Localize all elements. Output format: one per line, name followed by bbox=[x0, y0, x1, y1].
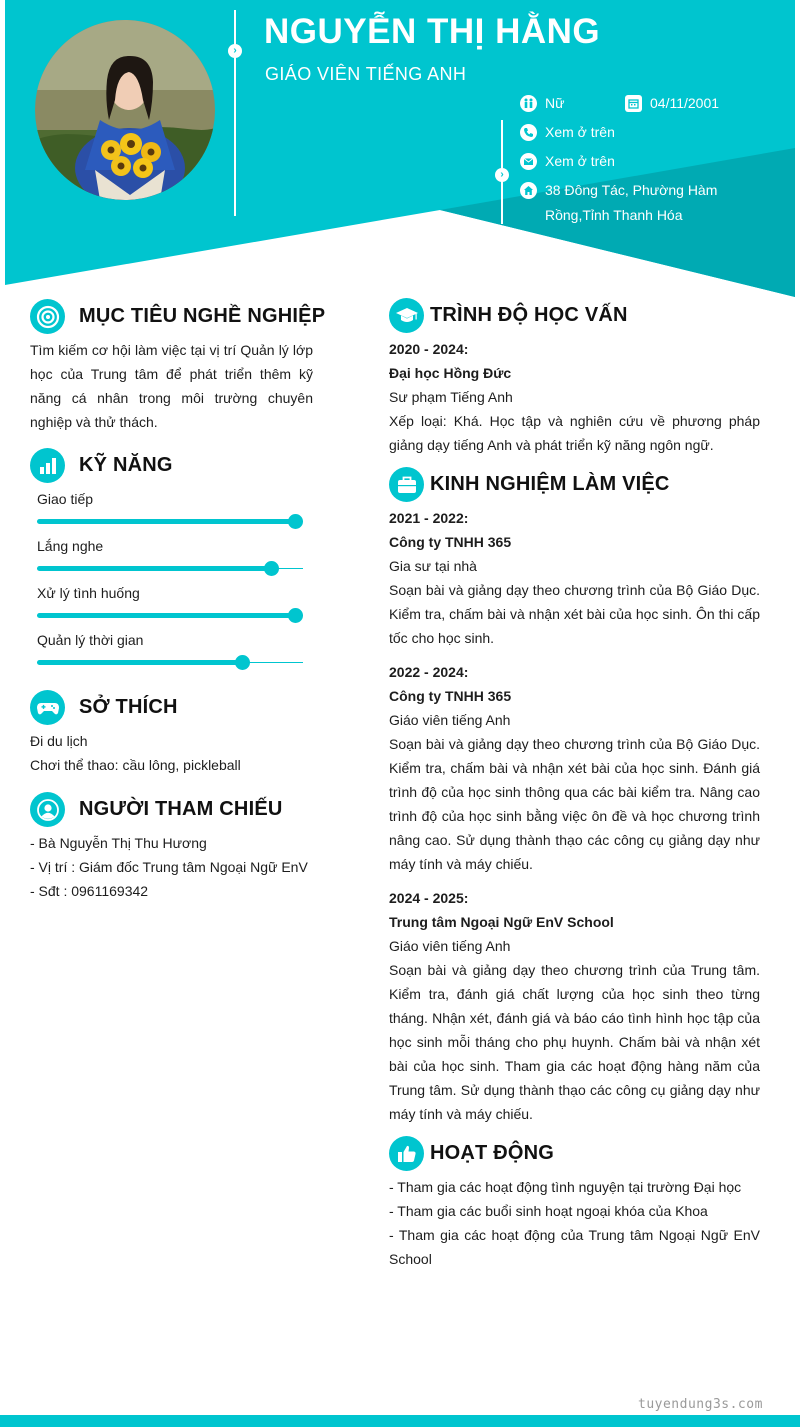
objective-title: MỤC TIÊU NGHỀ NGHIỆP bbox=[79, 305, 326, 327]
phone-value: Xem ở trên bbox=[545, 124, 615, 140]
briefcase-icon bbox=[389, 467, 424, 502]
experience-entry bbox=[389, 660, 760, 876]
chevron-right-icon: › bbox=[495, 168, 509, 182]
avatar bbox=[35, 20, 215, 200]
experience-period: 2024 - 2025: bbox=[389, 890, 469, 906]
reference-item: - Vị trí : Giám đốc Trung tâm Ngoại Ngữ EnV bbox=[30, 859, 308, 875]
experience-role: Gia sư tại nhà bbox=[389, 558, 477, 574]
hobby-item: Đi du lịch bbox=[30, 733, 88, 749]
skill-item bbox=[37, 630, 303, 669]
header-divider bbox=[234, 10, 236, 216]
experience-period: 2021 - 2022: bbox=[389, 510, 469, 526]
activities-title: HOẠT ĐỘNG bbox=[430, 1142, 555, 1164]
watermark: tuyendung3s.com bbox=[638, 1397, 763, 1412]
objective-heading bbox=[30, 299, 325, 334]
experience-company: Công ty TNHH 365 bbox=[389, 688, 512, 704]
home-icon bbox=[520, 182, 537, 199]
hobbies-title: SỞ THÍCH bbox=[79, 696, 178, 718]
gender-icon bbox=[520, 95, 537, 112]
user-icon bbox=[30, 792, 65, 827]
skill-name: Giao tiếp bbox=[37, 491, 94, 507]
gender-info bbox=[520, 91, 564, 116]
education-title: TRÌNH ĐỘ HỌC VẤN bbox=[430, 304, 628, 326]
email-info bbox=[520, 149, 615, 174]
calendar-icon bbox=[625, 95, 642, 112]
education-heading bbox=[389, 298, 628, 333]
skill-item bbox=[37, 583, 303, 622]
experience-description: Soạn bài và giảng dạy theo chương trình của Bộ Giáo Dục. Kiểm tra, chấm bài và nhận xét bài của học sinh. Đánh giá trình độ của học sinh thông qua các bài kiểm tra. Nâng cao trình độ của học sinh bằng việc ôn đề và học chương trình nâng cao. Sử dụng thành thạo các công cụ giảng dạy như máy tính và máy chiếu. bbox=[389, 736, 760, 872]
skill-name: Quản lý thời gian bbox=[37, 632, 144, 648]
skill-level-bar bbox=[37, 561, 303, 575]
references-heading bbox=[30, 792, 283, 827]
target-icon bbox=[30, 299, 65, 334]
skill-name: Xử lý tình huống bbox=[37, 585, 140, 601]
references-title: NGƯỜI THAM CHIẾU bbox=[79, 798, 283, 820]
education-description: Xếp loại: Khá. Học tập và nghiên cứu về phương pháp giảng dạy tiếng Anh và phát triển kỹ năng ngôn ngữ. bbox=[389, 413, 760, 453]
experience-entry bbox=[389, 506, 760, 650]
gamepad-icon bbox=[30, 690, 65, 725]
experience-period: 2022 - 2024: bbox=[389, 664, 469, 680]
graduation-cap-icon bbox=[389, 298, 424, 333]
skill-item bbox=[37, 536, 303, 575]
thumbs-up-icon bbox=[389, 1136, 424, 1171]
bar-chart-icon bbox=[30, 448, 65, 483]
address-line-1: 38 Đông Tác, Phường Hàm bbox=[545, 182, 718, 198]
experience-description: Soạn bài và giảng dạy theo chương trình của Bộ Giáo Dục. Kiểm tra, chấm bài và nhận xét bài của học sinh. Ôn thi cấp tốc cho học sinh. bbox=[389, 582, 760, 646]
birthday-info bbox=[625, 91, 719, 116]
experience-company: Công ty TNHH 365 bbox=[389, 534, 512, 550]
objective-text: Tìm kiếm cơ hội làm việc tại vị trí Quản lý lớp học của Trung tâm để phát triển thêm kỹ năng cá nhân trong môi trường chuyên nghiệp và thử thách. bbox=[30, 342, 313, 430]
reference-item: - Sđt : 0961169342 bbox=[30, 883, 149, 899]
references-list bbox=[30, 831, 330, 903]
education-period: 2020 - 2024: bbox=[389, 341, 469, 357]
activity-item: - Tham gia các hoạt động của Trung tâm Ngoại Ngữ EnV School bbox=[389, 1227, 760, 1267]
chevron-right-icon: › bbox=[228, 44, 242, 58]
skills-heading bbox=[30, 448, 173, 483]
phone-icon bbox=[520, 124, 537, 141]
skill-level-bar bbox=[37, 514, 303, 528]
education-school: Đại học Hồng Đức bbox=[389, 365, 512, 381]
cv-header bbox=[0, 0, 800, 300]
address-line-2: Rồng,Tỉnh Thanh Hóa bbox=[545, 207, 683, 223]
experience-role: Giáo viên tiếng Anh bbox=[389, 712, 511, 728]
job-title: GIÁO VIÊN TIẾNG ANH bbox=[265, 64, 467, 84]
education-entry bbox=[389, 337, 760, 457]
experience-role: Giáo viên tiếng Anh bbox=[389, 938, 511, 954]
hobbies-heading bbox=[30, 690, 178, 725]
activities-heading bbox=[389, 1136, 554, 1171]
full-name: NGUYỄN THỊ HẰNG bbox=[264, 12, 601, 51]
hobbies-list bbox=[30, 729, 320, 777]
skill-level-bar bbox=[37, 655, 303, 669]
experience-company: Trung tâm Ngoại Ngữ EnV School bbox=[389, 914, 614, 930]
education-major: Sư phạm Tiếng Anh bbox=[389, 389, 513, 405]
envelope-icon bbox=[520, 153, 537, 170]
gender-value: Nữ bbox=[545, 95, 565, 111]
experience-heading bbox=[389, 467, 670, 502]
address-info bbox=[520, 178, 717, 228]
skill-item bbox=[37, 489, 303, 528]
phone-info bbox=[520, 120, 615, 145]
email-value: Xem ở trên bbox=[545, 153, 615, 169]
activity-item: - Tham gia các hoạt động tình nguyện tại trường Đại học bbox=[389, 1179, 742, 1195]
reference-item: - Bà Nguyễn Thị Thu Hương bbox=[30, 835, 207, 851]
experience-entry bbox=[389, 886, 760, 1126]
skills-title: KỸ NĂNG bbox=[79, 454, 173, 476]
activities-list bbox=[389, 1175, 760, 1271]
experience-title: KINH NGHIỆM LÀM VIỆC bbox=[430, 473, 670, 495]
hobby-item: Chơi thể thao: cầu lông, pickleball bbox=[30, 757, 241, 773]
skill-name: Lắng nghe bbox=[37, 538, 104, 554]
footer-bar bbox=[0, 1415, 800, 1427]
skill-level-bar bbox=[37, 608, 303, 622]
experience-description: Soạn bài và giảng dạy theo chương trình của Trung tâm. Kiểm tra, đánh giá chất lượng của học sinh theo từng tháng. Nhận xét, đánh giá và báo cáo tình hình học tập của học sinh mỗi tháng cho phụ huynh. Chấm bài và nhận xét bài của học sinh. Tham gia các hoạt động hàng năm của Trung tâm. Sử dụng thành thạo các công cụ giảng dạy như máy tính và máy chiếu. bbox=[389, 962, 760, 1122]
activity-item: - Tham gia các buổi sinh hoạt ngoại khóa của Khoa bbox=[389, 1203, 708, 1219]
birthday-value: 04/11/2001 bbox=[650, 95, 720, 111]
